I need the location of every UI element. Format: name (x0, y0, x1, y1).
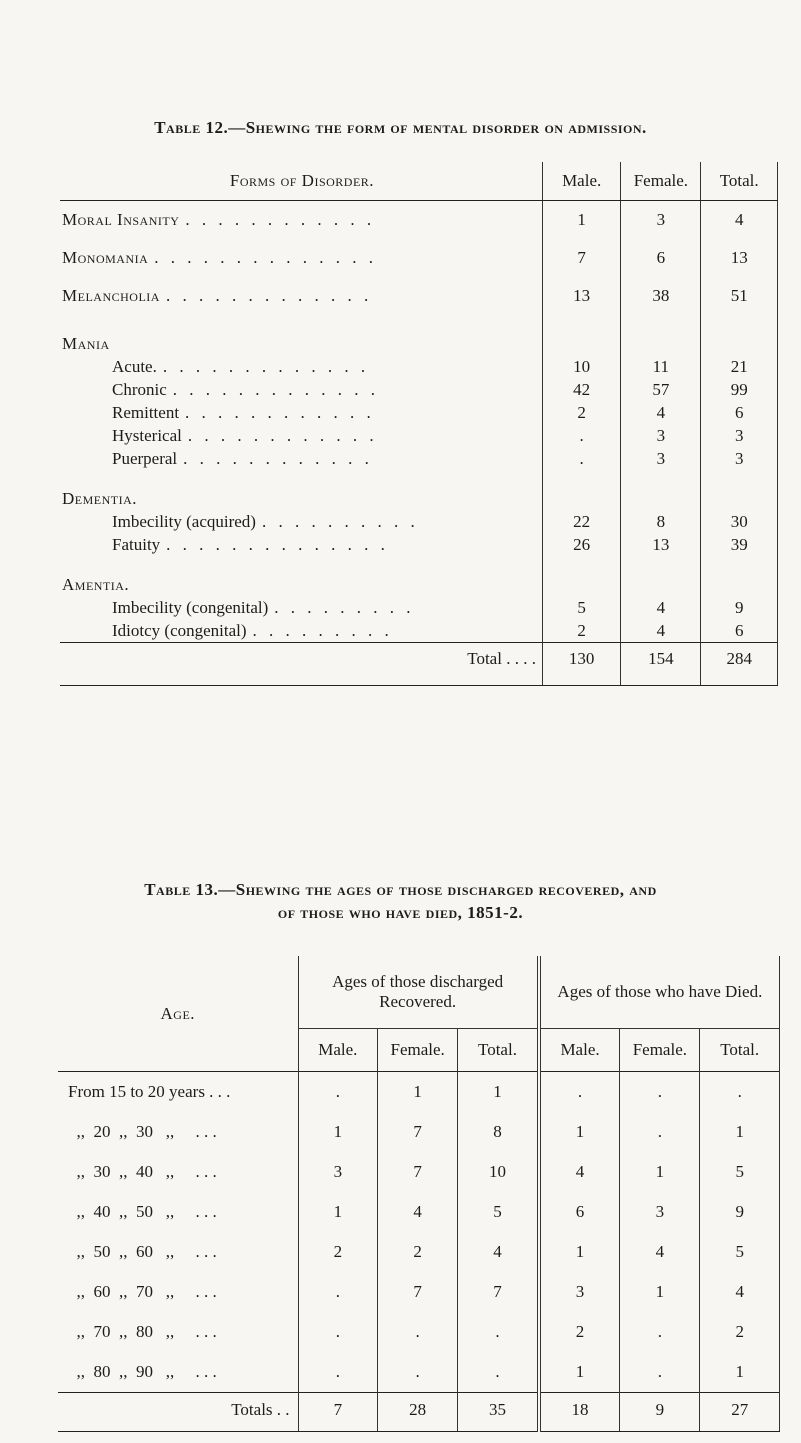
totals-label: Totals . . (58, 1393, 298, 1428)
table-12-bottom-rule (60, 675, 778, 686)
cell-recovered-female: 7 (378, 1152, 458, 1192)
disorder-row (60, 619, 778, 643)
disorder-row (60, 355, 778, 378)
disorder-label: Puerperal (112, 448, 178, 468)
cell-recovered-male: 3 (333, 1162, 343, 1181)
leader-dots: . . . . . . . . . (274, 597, 415, 617)
header-total: Total. (701, 162, 778, 201)
cell-recovered-female: 2 (378, 1232, 458, 1272)
disorder-label: Fatuity (112, 534, 161, 554)
age-range-label: ,, 50 ,, 60 ,, . . . (58, 1232, 298, 1272)
cell-recovered-total: 4 (458, 1232, 539, 1272)
age-row (58, 1352, 780, 1393)
table-13 (58, 956, 780, 1432)
header-age: Age. (58, 956, 298, 1072)
cell-total (701, 556, 778, 596)
disorder-label: Monomania (62, 248, 149, 267)
leader-dots: . . . . . . . . . . . . . . (154, 248, 378, 267)
cell-female: 4 (621, 596, 701, 619)
cell-female: 11 (621, 355, 701, 378)
cell-total: 21 (701, 355, 778, 378)
table-12-caption: Table 12.—Shewing the form of mental disorder on admission. (154, 118, 647, 137)
table-12-total-row (60, 643, 778, 676)
age-range-label: ,, 60 ,, 70 ,, . . . (58, 1272, 298, 1312)
group-heading-row (60, 470, 778, 510)
cell-recovered-total: 7 (458, 1272, 539, 1312)
cell-died-female: 3 (620, 1192, 700, 1232)
totals-died-total: 27 (700, 1393, 780, 1428)
cell-male (542, 470, 620, 510)
cell-recovered-male: 1 (333, 1202, 343, 1221)
table-13-caption-line1: Table 13.—Shewing the ages of those discharged recovered, and (144, 880, 657, 899)
group-heading-row (60, 315, 778, 355)
disorder-label-cell (60, 510, 542, 533)
totals-recovered-female: 28 (378, 1393, 458, 1428)
disorder-row (60, 239, 778, 277)
disorder-label-cell (60, 239, 542, 277)
cell-male: . (542, 424, 620, 447)
leader-dots: . . . . . . . . . (252, 620, 393, 640)
cell-male: . (542, 447, 620, 470)
cell-total: 3 (701, 424, 778, 447)
age-row (58, 1232, 780, 1272)
cell-total (701, 470, 778, 510)
disorder-row (60, 201, 778, 240)
cell-recovered-female: 4 (378, 1192, 458, 1232)
disorder-row (60, 447, 778, 470)
disorder-label: Melancholia (62, 286, 160, 305)
cell-total (701, 315, 778, 355)
cell-died-total: 2 (700, 1312, 780, 1352)
cell-male: 10 (542, 355, 620, 378)
disorder-label: Dementia. (62, 489, 138, 508)
cell-recovered-female: . (378, 1352, 458, 1393)
disorder-label-cell (60, 355, 542, 378)
disorder-label-cell (60, 447, 542, 470)
cell-total: 6 (701, 401, 778, 424)
cell-died-male: 6 (539, 1192, 620, 1232)
age-range-label: ,, 80 ,, 90 ,, . . . (58, 1352, 298, 1393)
cell-recovered-female: 1 (378, 1072, 458, 1113)
header-recovered-male: Male. (298, 1029, 378, 1072)
cell-total: 39 (701, 533, 778, 556)
cell-died-male: 1 (539, 1112, 620, 1152)
cell-female (621, 470, 701, 510)
header-died-total: Total. (700, 1029, 780, 1072)
cell-died-female: 1 (620, 1152, 700, 1192)
leader-dots: . . . . . . . . . . . . (185, 402, 375, 422)
leader-dots: . . . . . . . . . . . . . . (166, 534, 389, 554)
header-female: Female. (621, 162, 701, 201)
disorder-row (60, 277, 778, 315)
cell-total: 13 (701, 239, 778, 277)
cell-total: 4 (701, 201, 778, 240)
cell-male: 2 (542, 619, 620, 643)
header-forms-of-disorder: Forms of Disorder. (60, 162, 542, 201)
cell-recovered-total: 5 (458, 1192, 539, 1232)
cell-died-male: 3 (539, 1272, 620, 1312)
age-range-label: ,, 20 ,, 30 ,, . . . (58, 1112, 298, 1152)
cell-female: 8 (621, 510, 701, 533)
cell-total: 3 (701, 447, 778, 470)
total-total: 284 (701, 643, 778, 676)
disorder-label-cell (60, 470, 542, 510)
cell-total: 6 (701, 619, 778, 643)
cell-male (542, 556, 620, 596)
cell-recovered-female: 7 (378, 1272, 458, 1312)
disorder-row (60, 424, 778, 447)
cell-died-male: 4 (539, 1152, 620, 1192)
disorder-label-cell (60, 315, 542, 355)
table-13-header-row-1 (58, 956, 780, 1029)
age-range-label: ,, 30 ,, 40 ,, . . . (58, 1152, 298, 1192)
cell-male: 13 (542, 277, 620, 315)
header-died-group: Ages of those who have Died. (539, 956, 780, 1029)
disorder-label: Chronic (112, 379, 167, 399)
total-male: 130 (542, 643, 620, 676)
header-male: Male. (542, 162, 620, 201)
cell-died-total: 1 (700, 1112, 780, 1152)
cell-recovered-total: 10 (458, 1152, 539, 1192)
cell-died-total: 4 (700, 1272, 780, 1312)
table-13-caption-line2: of those who have died, 1851-2. (277, 903, 524, 922)
cell-female: 3 (621, 424, 701, 447)
cell-total: 51 (701, 277, 778, 315)
disorder-row (60, 596, 778, 619)
cell-died-total: 1 (700, 1352, 780, 1393)
header-recovered-female: Female. (378, 1029, 458, 1072)
table-13-body (58, 1072, 780, 1393)
cell-female: 4 (621, 619, 701, 643)
disorder-label-cell (60, 401, 542, 424)
cell-male (542, 315, 620, 355)
header-recovered-total: Total. (458, 1029, 539, 1072)
totals-recovered-male: 7 (298, 1393, 378, 1428)
leader-dots: . . . . . . . . . . . . (187, 425, 378, 445)
age-row (58, 1272, 780, 1312)
disorder-label-cell (60, 424, 542, 447)
cell-female: 3 (621, 201, 701, 240)
cell-female: 57 (621, 378, 701, 401)
cell-recovered-male: . (335, 1362, 340, 1381)
cell-died-female: . (620, 1072, 700, 1113)
age-range-label: From 15 to 20 years . . . (58, 1072, 298, 1113)
cell-died-total: . (700, 1072, 780, 1113)
cell-total: 99 (701, 378, 778, 401)
cell-male: 42 (542, 378, 620, 401)
age-row (58, 1312, 780, 1352)
disorder-row (60, 378, 778, 401)
cell-recovered-male: 2 (333, 1242, 343, 1261)
table-12 (60, 162, 778, 686)
cell-total: 9 (701, 596, 778, 619)
cell-male: 1 (542, 201, 620, 240)
totals-died-female: 9 (620, 1393, 700, 1428)
cell-died-total: 5 (700, 1152, 780, 1192)
cell-female: 6 (621, 239, 701, 277)
cell-recovered-total: 1 (458, 1072, 539, 1113)
disorder-row (60, 533, 778, 556)
disorder-label-cell (60, 378, 542, 401)
leader-dots: . . . . . . . . . . . . . (172, 379, 380, 399)
disorder-label: Remittent (112, 402, 180, 422)
cell-died-female: 1 (620, 1272, 700, 1312)
cell-recovered-total: . (458, 1352, 539, 1393)
leader-dots: . . . . . . . . . . . . . (162, 356, 370, 376)
cell-total: 30 (701, 510, 778, 533)
cell-died-male: 2 (539, 1312, 620, 1352)
disorder-label: Imbecility (acquired) (112, 511, 256, 531)
age-row (58, 1072, 780, 1113)
cell-female: 38 (621, 277, 701, 315)
disorder-label-cell (60, 596, 542, 619)
age-row (58, 1152, 780, 1192)
cell-died-total: 5 (700, 1232, 780, 1272)
cell-died-male: 1 (539, 1352, 620, 1393)
totals-recovered-total: 35 (458, 1393, 539, 1428)
header-died-male: Male. (539, 1029, 620, 1072)
age-range-label: ,, 40 ,, 50 ,, . . . (58, 1192, 298, 1232)
total-female: 154 (621, 643, 701, 676)
cell-male: 26 (542, 533, 620, 556)
cell-died-female: . (620, 1312, 700, 1352)
cell-recovered-male: 1 (333, 1122, 343, 1141)
cell-female: 4 (621, 401, 701, 424)
age-row (58, 1112, 780, 1152)
disorder-label-cell (60, 619, 542, 643)
totals-died-male: 18 (539, 1393, 620, 1428)
disorder-label: Amentia. (62, 575, 130, 594)
header-recovered-group: Ages of those discharged Recovered. (332, 972, 504, 1011)
cell-recovered-male: . (335, 1082, 340, 1101)
cell-recovered-female: . (378, 1312, 458, 1352)
disorder-row (60, 401, 778, 424)
table-12-body (60, 201, 778, 643)
disorder-label-cell (60, 533, 542, 556)
age-range-label: ,, 70 ,, 80 ,, . . . (58, 1312, 298, 1352)
cell-died-total: 9 (700, 1192, 780, 1232)
disorder-label: Hysterical (112, 425, 182, 445)
table-13-bottom-rule (58, 1427, 780, 1432)
disorder-label: Acute. (112, 356, 157, 376)
disorder-label: Imbecility (congenital) (112, 597, 269, 617)
age-row (58, 1192, 780, 1232)
cell-recovered-male: . (335, 1322, 340, 1341)
header-died-female: Female. (620, 1029, 700, 1072)
disorder-label: Idiotcy (congenital) (112, 620, 247, 640)
table-12-header-row (60, 162, 778, 201)
cell-died-male: 1 (539, 1232, 620, 1272)
cell-male: 2 (542, 401, 620, 424)
cell-female: 13 (621, 533, 701, 556)
leader-dots: . . . . . . . . . . . . (183, 448, 373, 468)
cell-female (621, 315, 701, 355)
cell-female: 3 (621, 447, 701, 470)
cell-recovered-total: . (458, 1312, 539, 1352)
cell-male: 5 (542, 596, 620, 619)
disorder-label: Mania (62, 334, 110, 353)
disorder-label-cell (60, 277, 542, 315)
cell-died-male: . (539, 1072, 620, 1113)
cell-died-female: . (620, 1112, 700, 1152)
disorder-row (60, 510, 778, 533)
cell-died-female: . (620, 1352, 700, 1393)
cell-recovered-male: . (335, 1282, 340, 1301)
leader-dots: . . . . . . . . . . (261, 511, 419, 531)
leader-dots: . . . . . . . . . . . . . (165, 286, 373, 305)
cell-male: 7 (542, 239, 620, 277)
disorder-label-cell (60, 201, 542, 240)
cell-recovered-female: 7 (378, 1112, 458, 1152)
cell-male: 22 (542, 510, 620, 533)
group-heading-row (60, 556, 778, 596)
table-13-total-row (58, 1393, 780, 1428)
cell-female (621, 556, 701, 596)
total-label: Total . . . . (60, 643, 542, 676)
cell-died-female: 4 (620, 1232, 700, 1272)
leader-dots: . . . . . . . . . . . . (185, 210, 376, 229)
disorder-label: Moral Insanity (62, 210, 180, 229)
cell-recovered-total: 8 (458, 1112, 539, 1152)
disorder-label-cell (60, 556, 542, 596)
